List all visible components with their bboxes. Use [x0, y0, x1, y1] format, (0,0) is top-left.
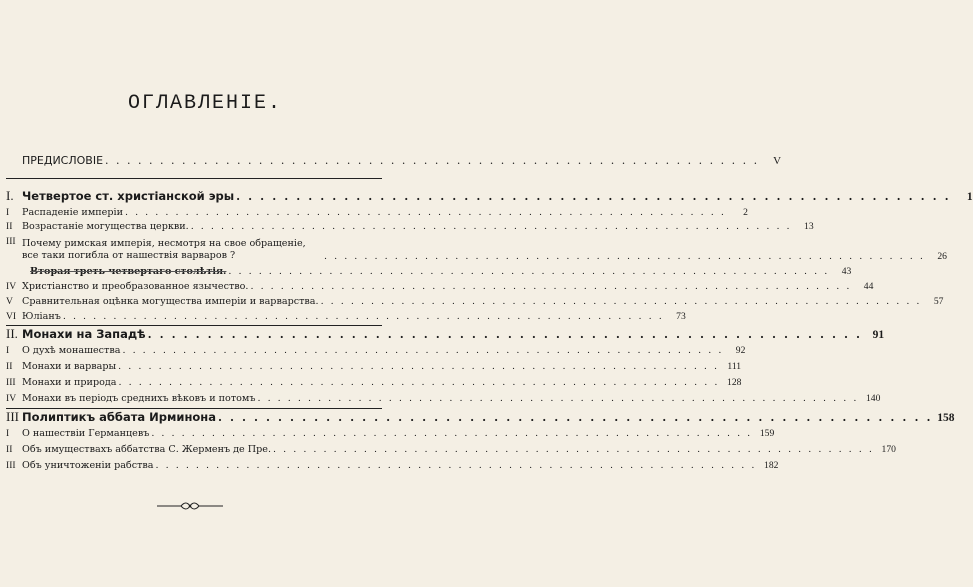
toc-entry-page: 91 — [872, 329, 885, 341]
leader-dots — [148, 327, 862, 341]
leader-dots — [236, 189, 950, 203]
toc-subheading[interactable] — [6, 266, 852, 280]
toc-entry-page: 1 — [966, 191, 973, 203]
toc-entry-page: 2 — [743, 207, 748, 218]
toc-entry-page: 170 — [881, 444, 896, 455]
toc-entry-page: 43 — [841, 266, 852, 277]
toc-entry-page: V — [773, 155, 782, 167]
toc-entry-page: 57 — [933, 296, 944, 307]
toc-entry-page: 128 — [727, 377, 742, 388]
leader-dots — [250, 281, 851, 292]
toc-entry[interactable] — [6, 281, 874, 295]
toc-entry[interactable] — [6, 236, 947, 262]
leader-dots — [156, 460, 757, 471]
leader-dots — [118, 361, 719, 372]
toc-entry-page: 111 — [727, 361, 742, 372]
toc-entry-label: Полиптикъ аббата Ирминона — [22, 410, 217, 424]
toc-entry-page: 92 — [735, 345, 746, 356]
toc-entry-label: Юліанъ — [22, 311, 61, 322]
toc-entry-number: I — [6, 345, 10, 356]
toc-entry-label: Монахи и природа — [22, 377, 117, 388]
toc-entry-page: 140 — [865, 393, 881, 404]
toc-entry-page: 159 — [759, 428, 775, 439]
toc-entry-label: Объ уничтоженіи рабства — [22, 460, 154, 471]
toc-entry-preface[interactable] — [6, 154, 782, 168]
leader-dots — [151, 428, 752, 439]
toc-entry[interactable] — [6, 311, 686, 325]
leader-dots — [191, 221, 792, 232]
toc-entry-number: V — [6, 296, 13, 307]
leader-dots — [105, 154, 759, 167]
leader-dots — [119, 377, 720, 388]
leader-dots — [228, 266, 829, 277]
toc-entry-label: Сравнительная оцѣнка могущества имперіи и варварства. — [22, 296, 319, 307]
toc-entry-number: III — [6, 377, 16, 388]
toc-entry-page: 26 — [937, 251, 947, 262]
leader-dots — [63, 311, 664, 322]
leader-dots — [321, 296, 922, 307]
toc-entry[interactable] — [6, 444, 896, 458]
toc-chapter-1[interactable] — [6, 188, 973, 203]
toc-entry-number: III — [6, 236, 16, 247]
leader-dots — [324, 251, 925, 262]
toc-entry-number: I. — [6, 188, 14, 203]
toc-entry-label: Четвертое ст. христіанской эры — [22, 189, 235, 203]
toc-entry-number: III — [6, 460, 16, 471]
toc-entry-label: Монахи въ періодъ среднихъ вѣковъ и потомъ — [22, 393, 256, 404]
toc-entry-label: Распаденіе имперіи — [22, 207, 123, 218]
toc-entry-label: Почему римская имперія, несмотря на свое обращеніе, все таки погибла от нашествія варваров ? — [22, 238, 306, 261]
toc-entry[interactable] — [6, 221, 814, 235]
leader-dots — [125, 207, 726, 218]
page-title: ОГЛАВЛЕНІЕ. — [127, 92, 283, 115]
toc-entry-page: 73 — [676, 311, 686, 322]
leader-dots — [218, 410, 932, 424]
toc-entry-label: Монахи и варвары — [22, 361, 117, 372]
toc-entry-number: II — [6, 361, 13, 372]
toc-entry[interactable] — [6, 296, 944, 310]
leader-dots — [122, 345, 723, 356]
toc-entry-number: VI — [6, 311, 17, 322]
toc-entry-number: III — [6, 409, 19, 424]
toc-entry-number: II — [6, 221, 13, 232]
toc-entry-page: 13 — [804, 221, 814, 232]
toc-entry-label: О нашествіи Германцевъ — [22, 428, 150, 439]
toc-entry[interactable] — [6, 377, 742, 391]
toc-entry-number: II — [6, 444, 13, 455]
toc-entry-page: 158 — [937, 412, 955, 424]
toc-entry-label: О духѣ монашества — [22, 345, 121, 356]
toc-entry[interactable] — [6, 428, 775, 442]
toc-entry-label: Вторая треть четвертаго столѣтія. — [30, 266, 227, 277]
leader-dots — [273, 444, 874, 455]
toc-entry[interactable] — [6, 207, 748, 221]
toc-entry-number: I — [6, 428, 10, 439]
toc-entry[interactable] — [6, 345, 746, 359]
toc-entry-label: Христіанство и преобразованное язычество. — [22, 281, 249, 292]
toc-entry[interactable] — [6, 393, 881, 407]
toc-entry-label: ПРЕДИСЛОВІЕ — [22, 154, 104, 167]
leader-dots — [257, 393, 858, 404]
toc-entry-page: 44 — [863, 281, 874, 292]
toc-entry-number: II. — [6, 326, 18, 341]
toc-entry-number: IV — [6, 281, 17, 292]
toc-entry-number: IV — [6, 393, 17, 404]
toc-chapter-2[interactable] — [6, 326, 885, 341]
toc-entry-page: 182 — [764, 460, 779, 471]
toc-chapter-3[interactable] — [6, 409, 955, 424]
toc-entry[interactable] — [6, 361, 742, 375]
toc-entry-number: I — [6, 207, 10, 218]
ornament-divider — [155, 500, 225, 512]
divider-rule — [6, 178, 382, 179]
toc-entry-label: Возрастаніе могущества церкви. — [22, 221, 189, 232]
toc-entry-label: Объ имуществахъ аббатства С. Жерменъ де Пре. — [22, 444, 272, 455]
toc-entry-label: Монахи на Западѣ — [22, 327, 146, 341]
toc-entry[interactable] — [6, 460, 779, 474]
